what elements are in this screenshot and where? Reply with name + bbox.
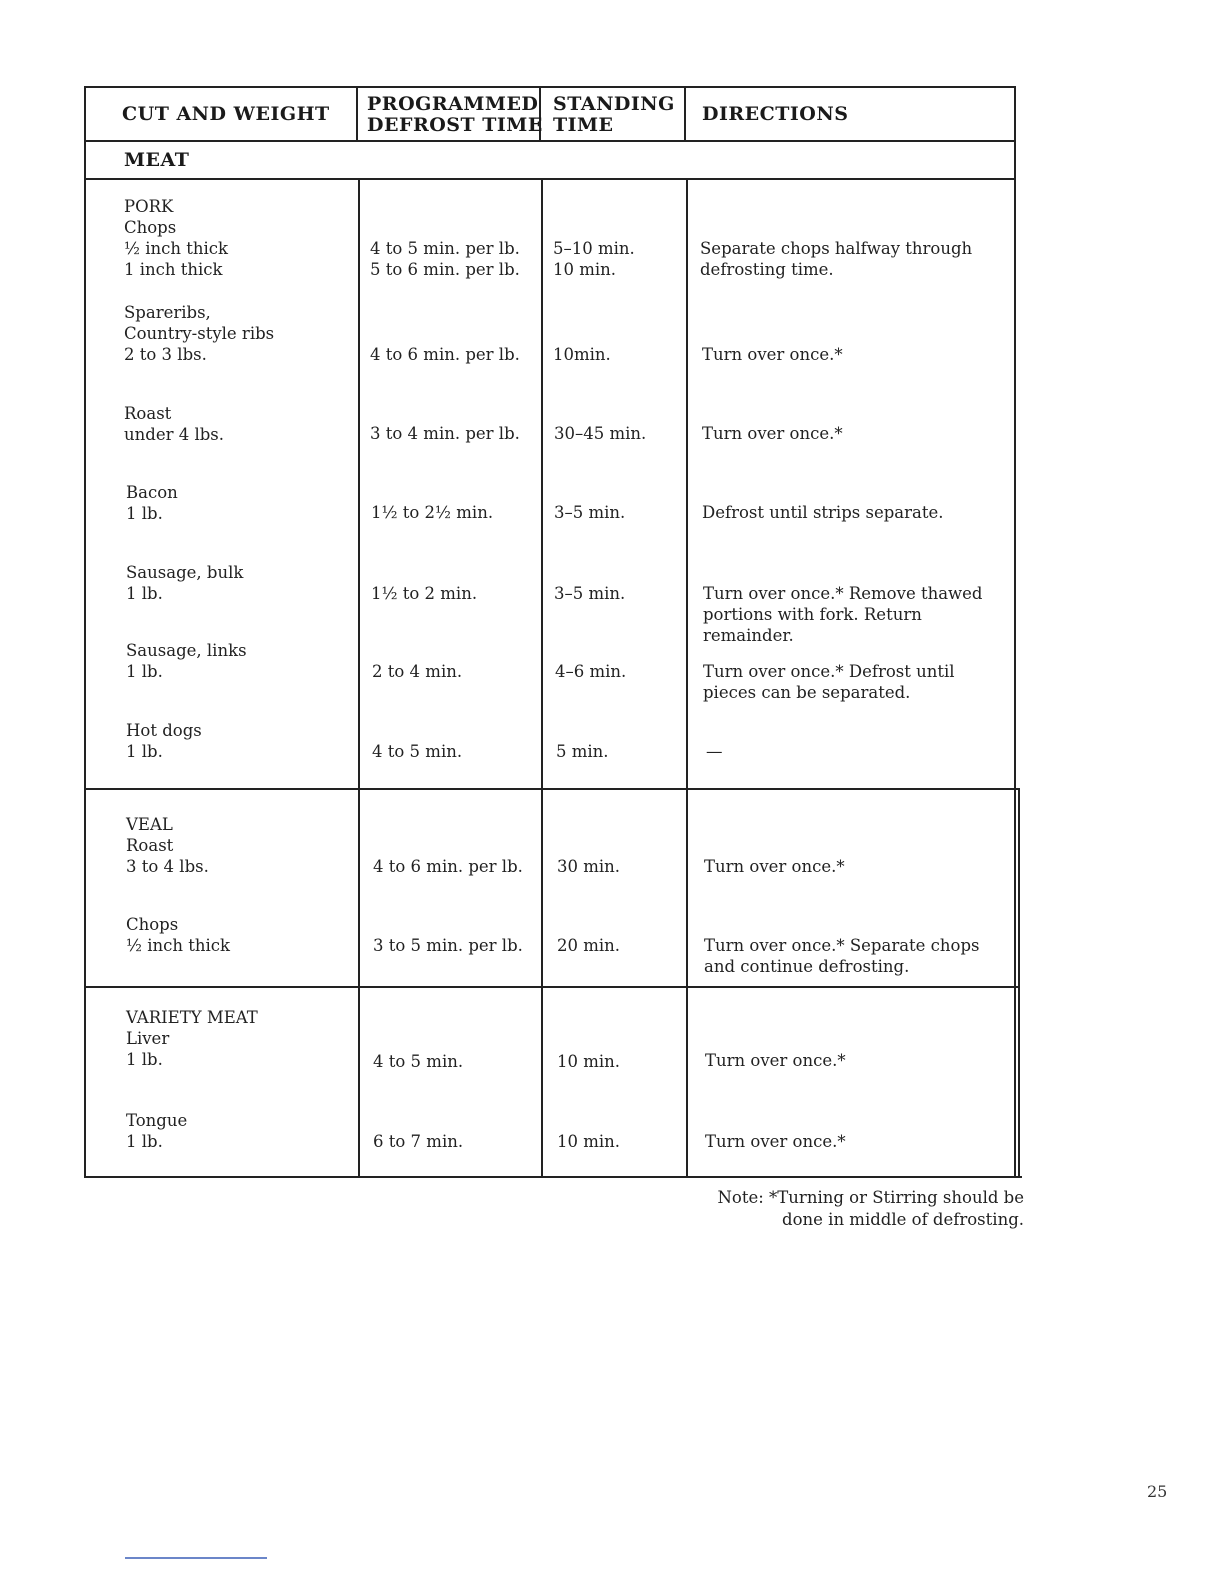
bacon-standing: 3–5 min. <box>554 503 626 522</box>
pork-roast-name: Roast <box>124 404 172 423</box>
bottom-rule <box>125 1557 267 1559</box>
pork-roast-weight: under 4 lbs. <box>124 425 225 444</box>
pork-roast-standing: 30–45 min. <box>554 424 647 443</box>
pork-chops-weight-1: ½ inch thick <box>124 239 229 258</box>
spareribs-name-1: Spareribs, <box>124 303 211 322</box>
veal-chops-name: Chops <box>126 915 179 934</box>
hot-dogs-standing: 5 min. <box>556 742 609 761</box>
col-sep-1 <box>358 178 360 1176</box>
veal-chops-defrost: 3 to 5 min. per lb. <box>373 936 523 955</box>
tongue-standing: 10 min. <box>557 1132 621 1151</box>
table-border-right <box>1014 86 1016 1178</box>
veal-roast-weight: 3 to 4 lbs. <box>126 857 209 876</box>
hot-dogs-defrost: 4 to 5 min. <box>372 742 463 761</box>
header-cut-and-weight: CUT AND WEIGHT <box>122 103 330 125</box>
header-col-sep-3 <box>684 86 686 142</box>
pork-chops-standing-2: 10 min. <box>553 260 617 279</box>
bacon-name: Bacon <box>126 483 178 502</box>
section-divider <box>84 178 1016 180</box>
veal-roast-name: Roast <box>126 836 174 855</box>
header-standing: STANDING <box>553 93 675 115</box>
spareribs-directions: Turn over once.* <box>702 345 843 364</box>
liver-directions: Turn over once.* <box>705 1051 846 1070</box>
veal-chops-weight: ½ inch thick <box>126 936 231 955</box>
sausage-links-directions: Turn over once.* Defrost until pieces can be separated. <box>703 662 955 702</box>
sausage-bulk-weight: 1 lb. <box>126 584 163 603</box>
liver-name: Liver <box>126 1029 170 1048</box>
pork-roast-directions: Turn over once.* <box>702 424 843 443</box>
table-border-top <box>84 86 1016 88</box>
group-pork: PORK <box>124 197 174 216</box>
sausage-bulk-name: Sausage, bulk <box>126 563 244 582</box>
pork-chops-defrost-2: 5 to 6 min. per lb. <box>370 260 520 279</box>
hot-dogs-directions: — <box>706 742 723 761</box>
liver-weight: 1 lb. <box>126 1050 163 1069</box>
sausage-links-defrost: 2 to 4 min. <box>372 662 463 681</box>
tongue-directions: Turn over once.* <box>705 1132 846 1151</box>
pork-chops-name: Chops <box>124 218 177 237</box>
spareribs-name-2: Country-style ribs <box>124 324 275 343</box>
hot-dogs-name: Hot dogs <box>126 721 202 740</box>
pork-chops-defrost-1: 4 to 5 min. per lb. <box>370 239 520 258</box>
sausage-bulk-standing: 3–5 min. <box>554 584 626 603</box>
bacon-directions: Defrost until strips separate. <box>702 503 944 522</box>
sausage-links-standing: 4–6 min. <box>555 662 627 681</box>
header-time: TIME <box>553 114 614 136</box>
header-defrost-time: DEFROST TIME <box>367 114 543 136</box>
group-veal: VEAL <box>126 815 173 834</box>
pork-roast-defrost: 3 to 4 min. per lb. <box>370 424 520 443</box>
group-variety-meat: VARIETY MEAT <box>126 1008 258 1027</box>
spareribs-standing: 10min. <box>553 345 611 364</box>
sausage-links-name: Sausage, links <box>126 641 247 660</box>
veal-chops-directions: Turn over once.* Separate chops and continue defrosting. <box>704 936 980 976</box>
sausage-bulk-directions: Turn over once.* Remove thawed portions with fork. Return remainder. <box>703 584 983 645</box>
tongue-weight: 1 lb. <box>126 1132 163 1151</box>
hot-dogs-weight: 1 lb. <box>126 742 163 761</box>
col-sep-3 <box>686 178 688 1176</box>
sausage-bulk-defrost: 1½ to 2 min. <box>371 584 478 603</box>
group-divider-veal <box>86 788 1018 790</box>
veal-roast-standing: 30 min. <box>557 857 621 876</box>
bacon-weight: 1 lb. <box>126 504 163 523</box>
footnote-line-2: done in middle of defrosting. <box>782 1210 1024 1229</box>
footnote-line-1: Note: *Turning or Stirring should be <box>717 1188 1024 1207</box>
liver-standing: 10 min. <box>557 1052 621 1071</box>
tongue-name: Tongue <box>126 1111 188 1130</box>
group-divider-variety <box>86 986 1018 988</box>
table-border-bottom <box>84 1176 1022 1178</box>
right-border-lower <box>1018 788 1020 1178</box>
sausage-links-weight: 1 lb. <box>126 662 163 681</box>
page-number: 25 <box>1147 1482 1168 1501</box>
veal-chops-standing: 20 min. <box>557 936 621 955</box>
col-sep-2 <box>541 178 543 1176</box>
header-col-sep-1 <box>356 86 358 142</box>
pork-chops-weight-2: 1 inch thick <box>124 260 223 279</box>
table-border-left <box>84 86 86 1178</box>
pork-chops-standing-1: 5–10 min. <box>553 239 635 258</box>
spareribs-defrost: 4 to 6 min. per lb. <box>370 345 520 364</box>
veal-roast-defrost: 4 to 6 min. per lb. <box>373 857 523 876</box>
spareribs-weight: 2 to 3 lbs. <box>124 345 207 364</box>
header-programmed: PROGRAMMED <box>367 93 539 115</box>
footnote <box>717 1187 1024 1231</box>
veal-roast-directions: Turn over once.* <box>704 857 845 876</box>
tongue-defrost: 6 to 7 min. <box>373 1132 464 1151</box>
pork-chops-directions: Separate chops halfway through defrosting time. <box>700 239 973 279</box>
section-title-meat: MEAT <box>124 149 190 171</box>
bacon-defrost: 1½ to 2½ min. <box>371 503 494 522</box>
liver-defrost: 4 to 5 min. <box>373 1052 464 1071</box>
header-divider <box>84 140 1016 142</box>
header-directions: DIRECTIONS <box>702 103 849 125</box>
